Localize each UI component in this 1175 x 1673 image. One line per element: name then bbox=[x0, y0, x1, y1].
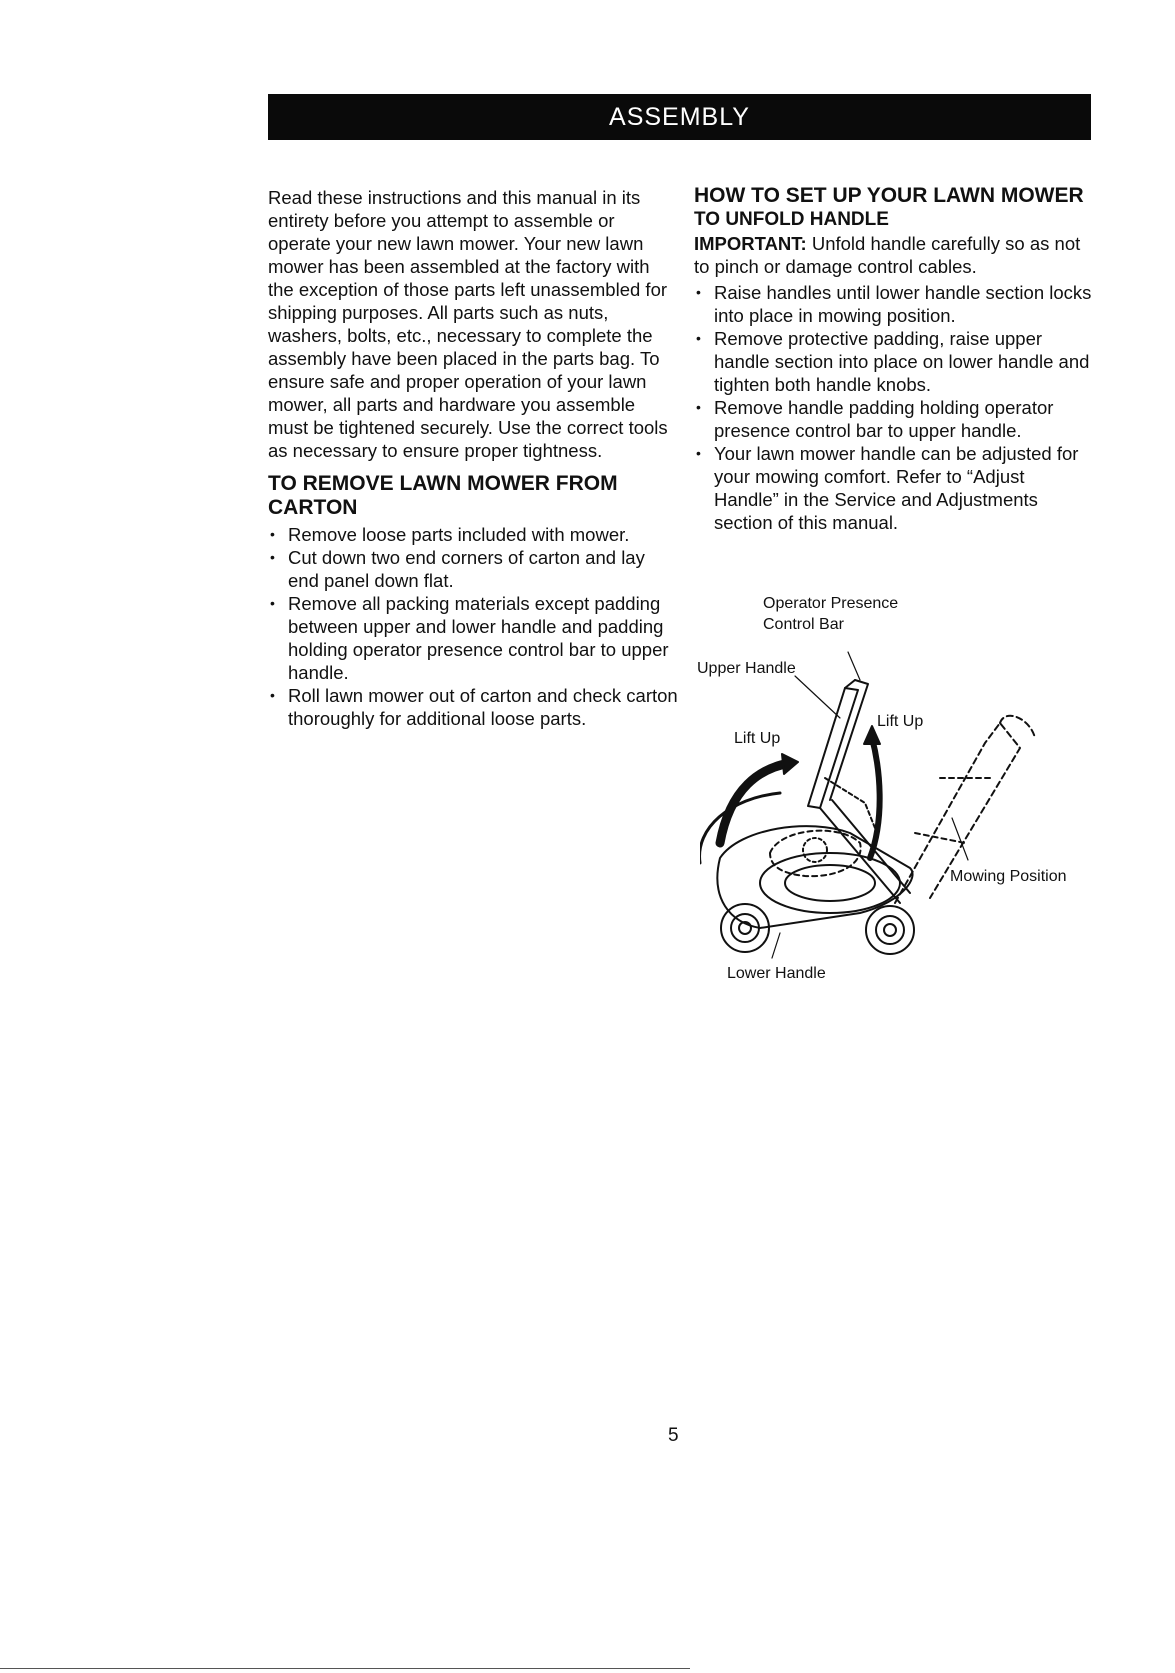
unfold-handle-heading: TO UNFOLD HANDLE bbox=[694, 209, 889, 230]
left-column bbox=[268, 186, 678, 730]
list-item: • Remove handle padding holding operator presence control bar to upper handle. bbox=[694, 396, 1094, 442]
list-item: • Roll lawn mower out of carton and check carton thoroughly for additional loose parts. bbox=[268, 684, 678, 730]
list-item: • Raise handles until lower handle section locks into place in mowing position. bbox=[694, 281, 1094, 327]
page-number: 5 bbox=[668, 1425, 679, 1446]
unfold-steps-list bbox=[694, 281, 1094, 534]
lift-up-right-label: Lift Up bbox=[877, 713, 924, 730]
mower-handle-figure bbox=[697, 595, 1100, 1058]
important-note bbox=[694, 232, 1094, 278]
bottom-divider bbox=[0, 1668, 690, 1669]
setup-heading: HOW TO SET UP YOUR LAWN MOWER bbox=[694, 184, 1084, 207]
upper-handle-label: Upper Handle bbox=[697, 660, 796, 677]
list-item: • Remove loose parts included with mower. bbox=[268, 523, 678, 546]
lawn-mower-illustration bbox=[700, 628, 1100, 1058]
list-item: • Remove all packing materials except padding between upper and lower handle and padding holding operator presence control bar to upper handle. bbox=[268, 592, 678, 684]
list-item: • Your lawn mower handle can be adjusted for your mowing comfort. Refer to “Adjust Handle” in the Service and Adjustments section of this manual. bbox=[694, 442, 1094, 534]
important-label: IMPORTANT: bbox=[694, 233, 807, 254]
right-column bbox=[694, 184, 1094, 534]
section-banner bbox=[268, 94, 1091, 140]
mowing-position-label: Mowing Position bbox=[950, 868, 1067, 885]
operator-presence-label: Operator Presence Control Bar bbox=[763, 595, 899, 633]
page-title: ASSEMBLY bbox=[609, 103, 750, 131]
list-item: • Remove protective padding, raise upper handle section into place on lower handle and tighten both handle knobs. bbox=[694, 327, 1094, 396]
list-item: • Cut down two end corners of carton and lay end panel down flat. bbox=[268, 546, 678, 592]
important-text: Unfold handle carefully so as not to pinch or damage control cables. bbox=[694, 233, 1081, 277]
remove-from-carton-heading: TO REMOVE LAWN MOWER FROM CARTON bbox=[268, 472, 618, 519]
remove-steps-list bbox=[268, 523, 678, 730]
lift-up-left-label: Lift Up bbox=[734, 730, 781, 747]
intro-paragraph: Read these instructions and this manual in its entirety before you attempt to assemble or operate your new lawn mower. Your new lawn mower has been assembled at the factory with the exception of those parts left unassembled for shipping purposes. All parts such as nuts, washers, bolts, etc., necessary to complete the assembly have been placed in the parts bag. To ensure safe and proper operation of your lawn mower, all parts and hardware you assemble must be tightened securely. Use the correct tools as necessary to ensure proper tightness. bbox=[268, 187, 668, 461]
lower-handle-label: Lower Handle bbox=[727, 965, 826, 982]
